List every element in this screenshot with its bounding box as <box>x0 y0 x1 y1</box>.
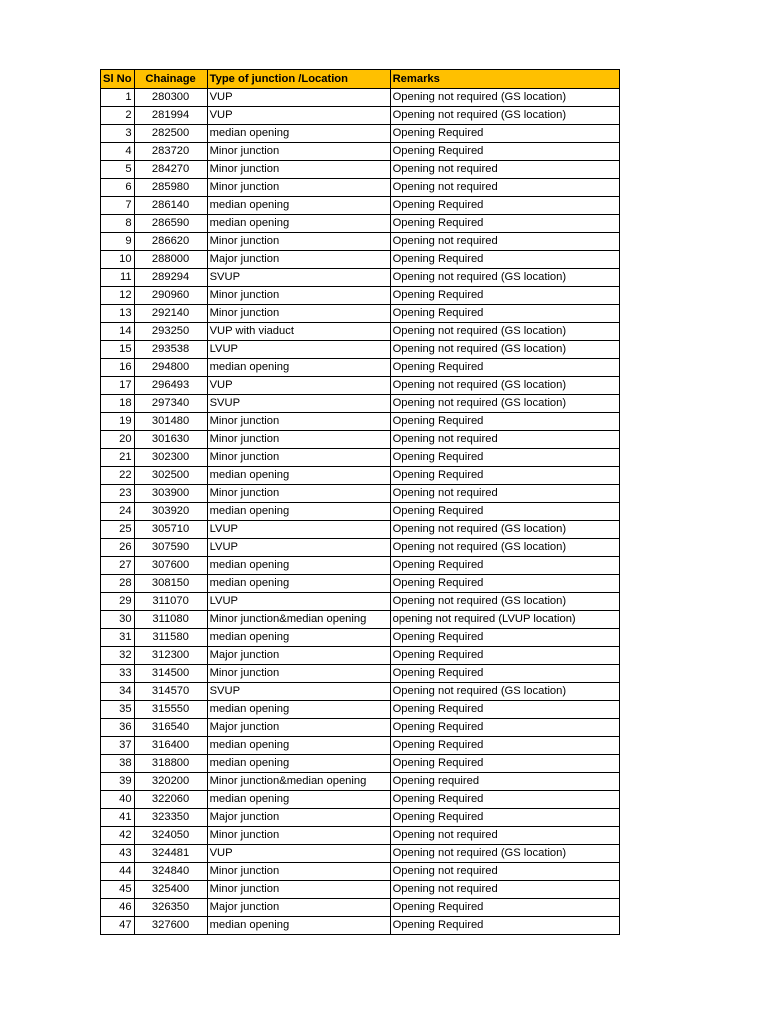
cell-type[interactable]: median opening <box>207 755 390 773</box>
cell-remarks[interactable]: Opening not required <box>390 863 619 881</box>
cell-type[interactable]: VUP <box>207 845 390 863</box>
header-chainage[interactable]: Chainage <box>134 70 207 89</box>
table-row <box>101 341 620 359</box>
cell-sl-no[interactable]: 45 <box>101 881 135 899</box>
cell-type[interactable]: Minor junction <box>207 665 390 683</box>
cell-sl-no[interactable]: 2 <box>101 107 135 125</box>
cell-chainage[interactable]: 307590 <box>134 539 207 557</box>
table-row <box>101 413 620 431</box>
table-row <box>101 917 620 935</box>
cell-type[interactable]: Minor junction <box>207 413 390 431</box>
table-row <box>101 467 620 485</box>
cell-sl-no[interactable]: 46 <box>101 899 135 917</box>
cell-type[interactable]: Minor junction <box>207 827 390 845</box>
cell-sl-no[interactable]: 5 <box>101 161 135 179</box>
cell-type[interactable]: LVUP <box>207 341 390 359</box>
cell-chainage[interactable]: 324840 <box>134 863 207 881</box>
table-row <box>101 791 620 809</box>
cell-remarks[interactable]: Opening not required (GS location) <box>390 269 619 287</box>
cell-type[interactable]: Major junction <box>207 251 390 269</box>
cell-chainage[interactable]: 293538 <box>134 341 207 359</box>
table-row <box>101 503 620 521</box>
cell-type[interactable]: SVUP <box>207 395 390 413</box>
table-row <box>101 143 620 161</box>
table-row <box>101 323 620 341</box>
table-row <box>101 197 620 215</box>
cell-chainage[interactable]: 307600 <box>134 557 207 575</box>
cell-type[interactable]: median opening <box>207 467 390 485</box>
cell-sl-no[interactable]: 47 <box>101 917 135 935</box>
cell-remarks[interactable]: Opening not required (GS location) <box>390 395 619 413</box>
cell-chainage[interactable]: 286620 <box>134 233 207 251</box>
cell-sl-no[interactable]: 43 <box>101 845 135 863</box>
cell-sl-no[interactable]: 28 <box>101 575 135 593</box>
cell-chainage[interactable]: 316540 <box>134 719 207 737</box>
cell-chainage[interactable]: 324481 <box>134 845 207 863</box>
table-row <box>101 539 620 557</box>
cell-chainage[interactable]: 311080 <box>134 611 207 629</box>
cell-sl-no[interactable]: 3 <box>101 125 135 143</box>
header-sl-no[interactable]: Sl No <box>101 70 135 89</box>
cell-sl-no[interactable]: 29 <box>101 593 135 611</box>
cell-remarks[interactable]: Opening Required <box>390 629 619 647</box>
cell-sl-no[interactable]: 27 <box>101 557 135 575</box>
table-row <box>101 431 620 449</box>
cell-type[interactable]: Minor junction&median opening <box>207 611 390 629</box>
table-row <box>101 593 620 611</box>
cell-type[interactable]: Minor junction <box>207 143 390 161</box>
cell-remarks[interactable]: Opening Required <box>390 143 619 161</box>
table-row <box>101 719 620 737</box>
header-type-of-junction[interactable]: Type of junction /Location <box>207 70 390 89</box>
cell-chainage[interactable]: 325400 <box>134 881 207 899</box>
cell-sl-no[interactable]: 8 <box>101 215 135 233</box>
table-row <box>101 827 620 845</box>
header-remarks[interactable]: Remarks <box>390 70 619 89</box>
table-row <box>101 809 620 827</box>
cell-remarks[interactable]: Opening Required <box>390 899 619 917</box>
table-header <box>101 70 620 89</box>
cell-remarks[interactable]: Opening Required <box>390 197 619 215</box>
cell-chainage[interactable]: 282500 <box>134 125 207 143</box>
cell-type[interactable]: VUP with viaduct <box>207 323 390 341</box>
cell-chainage[interactable]: 296493 <box>134 377 207 395</box>
cell-chainage[interactable]: 285980 <box>134 179 207 197</box>
cell-remarks[interactable]: Opening not required (GS location) <box>390 593 619 611</box>
cell-sl-no[interactable]: 35 <box>101 701 135 719</box>
cell-sl-no[interactable]: 7 <box>101 197 135 215</box>
table-row <box>101 737 620 755</box>
table-row <box>101 215 620 233</box>
cell-type[interactable]: SVUP <box>207 683 390 701</box>
cell-sl-no[interactable]: 38 <box>101 755 135 773</box>
cell-chainage[interactable]: 308150 <box>134 575 207 593</box>
cell-sl-no[interactable]: 24 <box>101 503 135 521</box>
cell-type[interactable]: Minor junction <box>207 161 390 179</box>
cell-sl-no[interactable]: 23 <box>101 485 135 503</box>
cell-chainage[interactable]: 320200 <box>134 773 207 791</box>
cell-remarks[interactable]: Opening Required <box>390 449 619 467</box>
cell-sl-no[interactable]: 17 <box>101 377 135 395</box>
table-row <box>101 377 620 395</box>
cell-type[interactable]: Major junction <box>207 719 390 737</box>
cell-sl-no[interactable]: 11 <box>101 269 135 287</box>
cell-chainage[interactable]: 326350 <box>134 899 207 917</box>
cell-sl-no[interactable]: 25 <box>101 521 135 539</box>
cell-chainage[interactable]: 311070 <box>134 593 207 611</box>
cell-chainage[interactable]: 280300 <box>134 89 207 107</box>
cell-chainage[interactable]: 286590 <box>134 215 207 233</box>
cell-remarks[interactable]: Opening Required <box>390 251 619 269</box>
cell-chainage[interactable]: 289294 <box>134 269 207 287</box>
cell-chainage[interactable]: 303900 <box>134 485 207 503</box>
table-row <box>101 107 620 125</box>
table-row <box>101 359 620 377</box>
cell-chainage[interactable]: 323350 <box>134 809 207 827</box>
cell-sl-no[interactable]: 10 <box>101 251 135 269</box>
cell-remarks[interactable]: Opening Required <box>390 359 619 377</box>
table-row <box>101 179 620 197</box>
cell-chainage[interactable]: 314500 <box>134 665 207 683</box>
table-row <box>101 575 620 593</box>
cell-remarks[interactable]: Opening Required <box>390 575 619 593</box>
cell-chainage[interactable]: 301480 <box>134 413 207 431</box>
cell-remarks[interactable]: Opening Required <box>390 647 619 665</box>
cell-type[interactable]: median opening <box>207 701 390 719</box>
cell-chainage[interactable]: 315550 <box>134 701 207 719</box>
cell-type[interactable]: Major junction <box>207 899 390 917</box>
cell-type[interactable]: Major junction <box>207 647 390 665</box>
cell-type[interactable]: LVUP <box>207 593 390 611</box>
cell-type[interactable]: Minor junction <box>207 449 390 467</box>
cell-type[interactable]: median opening <box>207 125 390 143</box>
cell-type[interactable]: SVUP <box>207 269 390 287</box>
cell-type[interactable]: VUP <box>207 377 390 395</box>
cell-remarks[interactable]: Opening Required <box>390 719 619 737</box>
cell-sl-no[interactable]: 31 <box>101 629 135 647</box>
cell-remarks[interactable]: Opening not required (GS location) <box>390 521 619 539</box>
cell-chainage[interactable]: 290960 <box>134 287 207 305</box>
cell-remarks[interactable]: Opening not required <box>390 161 619 179</box>
table-row <box>101 701 620 719</box>
cell-chainage[interactable]: 281994 <box>134 107 207 125</box>
cell-type[interactable]: Minor junction <box>207 431 390 449</box>
cell-sl-no[interactable]: 18 <box>101 395 135 413</box>
table-row <box>101 125 620 143</box>
cell-remarks[interactable]: Opening Required <box>390 557 619 575</box>
cell-remarks[interactable]: Opening Required <box>390 503 619 521</box>
table-row <box>101 269 620 287</box>
table-row <box>101 611 620 629</box>
cell-type[interactable]: median opening <box>207 629 390 647</box>
cell-type[interactable]: median opening <box>207 575 390 593</box>
table-row <box>101 305 620 323</box>
cell-type[interactable]: LVUP <box>207 521 390 539</box>
cell-remarks[interactable]: Opening Required <box>390 701 619 719</box>
cell-remarks[interactable]: Opening not required (GS location) <box>390 89 619 107</box>
cell-sl-no[interactable]: 1 <box>101 89 135 107</box>
cell-remarks[interactable]: Opening Required <box>390 809 619 827</box>
table-row <box>101 89 620 107</box>
cell-sl-no[interactable]: 32 <box>101 647 135 665</box>
cell-chainage[interactable]: 294800 <box>134 359 207 377</box>
cell-sl-no[interactable]: 6 <box>101 179 135 197</box>
cell-remarks[interactable]: Opening Required <box>390 467 619 485</box>
cell-remarks[interactable]: Opening not required <box>390 485 619 503</box>
junction-table <box>100 69 620 935</box>
cell-type[interactable]: median opening <box>207 359 390 377</box>
cell-chainage[interactable]: 303920 <box>134 503 207 521</box>
cell-type[interactable]: Major junction <box>207 809 390 827</box>
table-row <box>101 395 620 413</box>
cell-remarks[interactable]: Opening not required <box>390 233 619 251</box>
cell-chainage[interactable]: 293250 <box>134 323 207 341</box>
cell-remarks[interactable]: Opening not required <box>390 179 619 197</box>
cell-chainage[interactable]: 316400 <box>134 737 207 755</box>
cell-type[interactable]: median opening <box>207 791 390 809</box>
cell-sl-no[interactable]: 22 <box>101 467 135 485</box>
cell-chainage[interactable]: 312300 <box>134 647 207 665</box>
table-row <box>101 773 620 791</box>
cell-sl-no[interactable]: 36 <box>101 719 135 737</box>
cell-remarks[interactable]: Opening not required <box>390 881 619 899</box>
table-row <box>101 557 620 575</box>
cell-chainage[interactable]: 322060 <box>134 791 207 809</box>
cell-remarks[interactable]: Opening not required (GS location) <box>390 341 619 359</box>
table-row <box>101 755 620 773</box>
cell-type[interactable]: Minor junction <box>207 233 390 251</box>
cell-chainage[interactable]: 305710 <box>134 521 207 539</box>
cell-remarks[interactable]: Opening Required <box>390 215 619 233</box>
cell-remarks[interactable]: Opening required <box>390 773 619 791</box>
cell-chainage[interactable]: 284270 <box>134 161 207 179</box>
cell-chainage[interactable]: 314570 <box>134 683 207 701</box>
cell-remarks[interactable]: Opening Required <box>390 917 619 935</box>
cell-chainage[interactable]: 324050 <box>134 827 207 845</box>
table-row <box>101 647 620 665</box>
table-row <box>101 629 620 647</box>
cell-chainage[interactable]: 286140 <box>134 197 207 215</box>
table-row <box>101 683 620 701</box>
cell-remarks[interactable]: Opening not required (GS location) <box>390 107 619 125</box>
cell-sl-no[interactable]: 15 <box>101 341 135 359</box>
cell-remarks[interactable]: Opening Required <box>390 125 619 143</box>
cell-type[interactable]: VUP <box>207 107 390 125</box>
cell-remarks[interactable]: Opening Required <box>390 791 619 809</box>
table-row <box>101 251 620 269</box>
cell-type[interactable]: Minor junction <box>207 485 390 503</box>
cell-type[interactable]: median opening <box>207 503 390 521</box>
header-row <box>101 70 620 89</box>
cell-remarks[interactable]: Opening Required <box>390 665 619 683</box>
cell-sl-no[interactable]: 39 <box>101 773 135 791</box>
cell-type[interactable]: Minor junction <box>207 287 390 305</box>
cell-remarks[interactable]: Opening not required <box>390 827 619 845</box>
cell-chainage[interactable]: 288000 <box>134 251 207 269</box>
cell-sl-no[interactable]: 4 <box>101 143 135 161</box>
cell-remarks[interactable]: Opening not required (GS location) <box>390 323 619 341</box>
table-row <box>101 899 620 917</box>
cell-sl-no[interactable]: 12 <box>101 287 135 305</box>
cell-type[interactable]: median opening <box>207 215 390 233</box>
table-body <box>101 89 620 935</box>
cell-chainage[interactable]: 302500 <box>134 467 207 485</box>
table-row <box>101 521 620 539</box>
cell-sl-no[interactable]: 41 <box>101 809 135 827</box>
table-row <box>101 881 620 899</box>
cell-sl-no[interactable]: 40 <box>101 791 135 809</box>
cell-remarks[interactable]: Opening not required (GS location) <box>390 539 619 557</box>
table-row <box>101 863 620 881</box>
cell-remarks[interactable]: opening not required (LVUP location) <box>390 611 619 629</box>
cell-type[interactable]: VUP <box>207 89 390 107</box>
cell-sl-no[interactable]: 37 <box>101 737 135 755</box>
cell-remarks[interactable]: Opening not required <box>390 431 619 449</box>
cell-remarks[interactable]: Opening Required <box>390 287 619 305</box>
cell-sl-no[interactable]: 44 <box>101 863 135 881</box>
cell-chainage[interactable]: 283720 <box>134 143 207 161</box>
cell-remarks[interactable]: Opening Required <box>390 413 619 431</box>
cell-type[interactable]: Minor junction <box>207 881 390 899</box>
table-row <box>101 287 620 305</box>
cell-type[interactable]: Minor junction <box>207 863 390 881</box>
cell-chainage[interactable]: 297340 <box>134 395 207 413</box>
cell-type[interactable]: median opening <box>207 557 390 575</box>
cell-type[interactable]: Minor junction <box>207 179 390 197</box>
cell-sl-no[interactable]: 42 <box>101 827 135 845</box>
cell-sl-no[interactable]: 16 <box>101 359 135 377</box>
cell-sl-no[interactable]: 30 <box>101 611 135 629</box>
cell-remarks[interactable]: Opening not required (GS location) <box>390 377 619 395</box>
cell-sl-no[interactable]: 21 <box>101 449 135 467</box>
cell-type[interactable]: median opening <box>207 737 390 755</box>
cell-remarks[interactable]: Opening Required <box>390 737 619 755</box>
cell-remarks[interactable]: Opening not required (GS location) <box>390 845 619 863</box>
cell-type[interactable]: Minor junction&median opening <box>207 773 390 791</box>
table-row <box>101 485 620 503</box>
table-row <box>101 449 620 467</box>
cell-sl-no[interactable]: 14 <box>101 323 135 341</box>
cell-sl-no[interactable]: 13 <box>101 305 135 323</box>
cell-chainage[interactable]: 301630 <box>134 431 207 449</box>
cell-sl-no[interactable]: 19 <box>101 413 135 431</box>
cell-sl-no[interactable]: 9 <box>101 233 135 251</box>
table-row <box>101 161 620 179</box>
cell-chainage[interactable]: 327600 <box>134 917 207 935</box>
cell-chainage[interactable]: 311580 <box>134 629 207 647</box>
cell-sl-no[interactable]: 34 <box>101 683 135 701</box>
cell-type[interactable]: Minor junction <box>207 305 390 323</box>
table-row <box>101 665 620 683</box>
cell-chainage[interactable]: 318800 <box>134 755 207 773</box>
table-row <box>101 233 620 251</box>
cell-sl-no[interactable]: 26 <box>101 539 135 557</box>
table-row <box>101 845 620 863</box>
cell-chainage[interactable]: 292140 <box>134 305 207 323</box>
cell-remarks[interactable]: Opening not required (GS location) <box>390 683 619 701</box>
cell-type[interactable]: median opening <box>207 197 390 215</box>
cell-sl-no[interactable]: 20 <box>101 431 135 449</box>
cell-type[interactable]: median opening <box>207 917 390 935</box>
cell-type[interactable]: LVUP <box>207 539 390 557</box>
cell-chainage[interactable]: 302300 <box>134 449 207 467</box>
cell-sl-no[interactable]: 33 <box>101 665 135 683</box>
cell-remarks[interactable]: Opening Required <box>390 305 619 323</box>
cell-remarks[interactable]: Opening Required <box>390 755 619 773</box>
